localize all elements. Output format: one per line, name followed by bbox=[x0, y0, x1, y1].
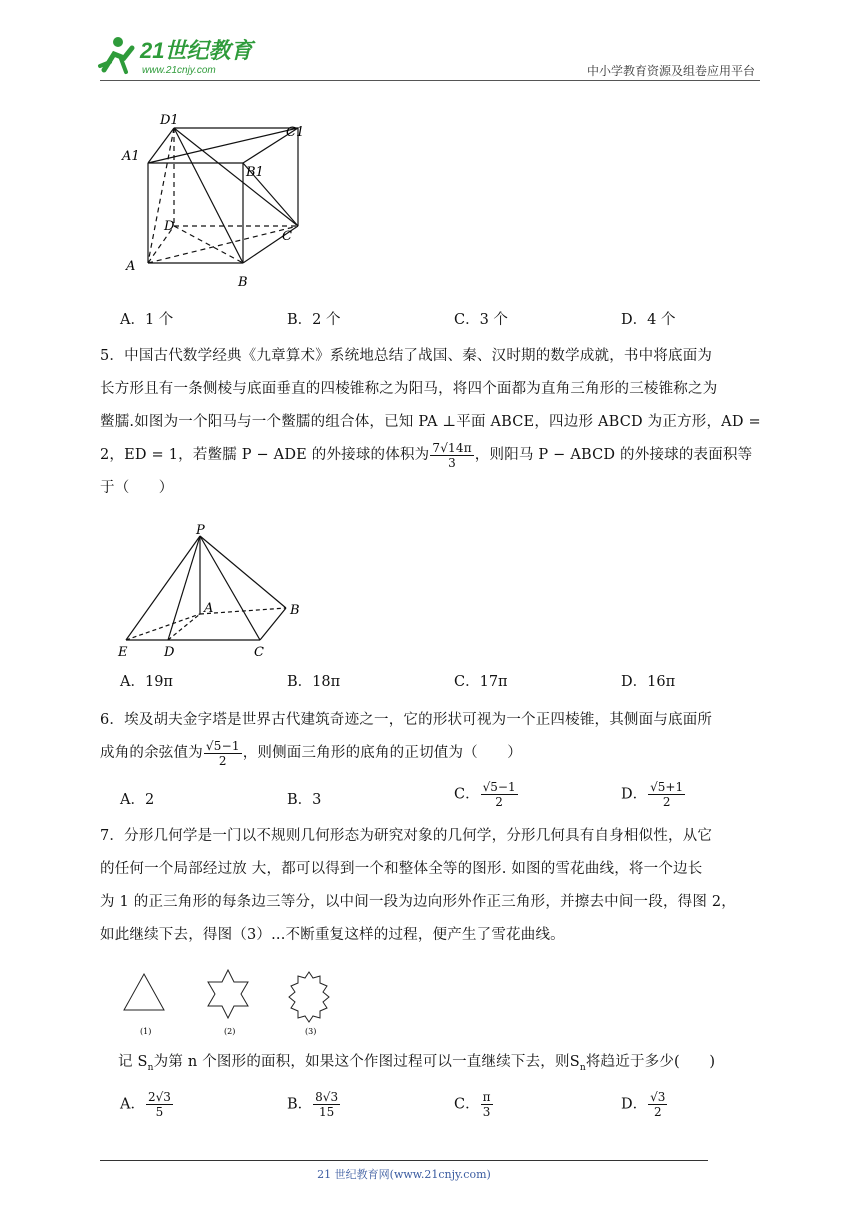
caption-1: (1) bbox=[140, 1027, 152, 1036]
header-divider bbox=[100, 80, 760, 81]
q5-option-b[interactable]: B．18π bbox=[287, 674, 341, 690]
q6-option-a[interactable]: A．2 bbox=[120, 792, 155, 808]
label-a: A bbox=[126, 259, 136, 274]
caption-3: (3) bbox=[305, 1027, 317, 1036]
q6-cos-fraction: $\frac{√5-1}{2}$ bbox=[205, 738, 240, 768]
q4-option-d[interactable]: D．4 个 bbox=[621, 312, 676, 328]
q7-option-d[interactable]: D． $\frac{√3}{2}$ bbox=[621, 1090, 666, 1119]
q5-line3: 鳖臑.如图为一个阳马与一个鳖臑的组合体，已知 PA ⊥平面 ABCE，四边形 ABCD 为正方形，AD = bbox=[100, 414, 761, 430]
snowflake-stage-3 bbox=[289, 972, 329, 1022]
q7-text bbox=[100, 820, 762, 952]
header-logo bbox=[96, 32, 266, 78]
q5-text bbox=[100, 340, 762, 505]
label-d: D bbox=[164, 219, 175, 234]
cube-figure bbox=[118, 108, 308, 290]
q5-option-c[interactable]: C．17π bbox=[454, 674, 508, 690]
q7-line4: 如此继续下去，得图（3）...不断重复这样的过程，便产生了雪花曲线。 bbox=[100, 927, 565, 943]
q5-line2: 长方形且有一条侧棱与底面垂直的四棱锥称之为阳马，将四个面都为直角三角形的三棱锥称之为 bbox=[100, 381, 718, 397]
q6-text bbox=[100, 704, 762, 770]
label-p: P bbox=[196, 523, 205, 538]
snowflake-stage-1 bbox=[124, 974, 164, 1010]
label-d1: D1 bbox=[160, 113, 179, 128]
snowflake-figures bbox=[116, 966, 346, 1038]
q6-option-c[interactable]: C． $\frac{√5-1}{2}$ bbox=[454, 780, 516, 809]
q7-line1: 7．分形几何学是一门以不规则几何形态为研究对象的几何学，分形几何具有自身相似性，从它 bbox=[100, 828, 713, 844]
q5-volume-fraction: $\frac{7√14\pi}{3}$ bbox=[432, 440, 472, 470]
q5-line5: 于（ ） bbox=[100, 480, 174, 496]
label-c1: C1 bbox=[286, 125, 305, 140]
q6-option-b[interactable]: B．3 bbox=[287, 792, 322, 808]
label-c: C bbox=[282, 229, 292, 244]
q6-option-d[interactable]: D． $\frac{√5+1}{2}$ bbox=[621, 780, 684, 809]
q5-option-a[interactable]: A．19π bbox=[120, 674, 173, 690]
runner-logo-icon bbox=[96, 32, 266, 78]
label-b1: B1 bbox=[246, 165, 264, 180]
q7-line3: 为 1 的正三角形的每条边三等分，以中间一段为边向形外作正三角形，并擦去中间一段，得图 2， bbox=[100, 894, 736, 910]
caption-2: (2) bbox=[224, 1027, 236, 1036]
footer-divider bbox=[100, 1160, 708, 1161]
label-b: B bbox=[238, 275, 248, 290]
q7-question: 记 $S_n$为第 n 个图形的面积，如果这个作图过程可以一直继续下去，则$S_n$将趋近于多少( ) bbox=[118, 1054, 716, 1073]
pyramid-figure bbox=[114, 522, 314, 660]
snowflake-stage-2 bbox=[208, 970, 248, 1018]
q4-option-c[interactable]: C．3 个 bbox=[454, 312, 508, 328]
label-c: C bbox=[254, 645, 264, 660]
label-a: A bbox=[204, 601, 214, 616]
q4-option-b[interactable]: B．2 个 bbox=[287, 312, 341, 328]
logo-main-text: 21世纪教育 bbox=[140, 38, 253, 63]
q4-option-a[interactable]: A．1 个 bbox=[120, 312, 174, 328]
q5-line4: 2，ED = 1，若鳖臑 P − ADE 的外接球的体积为 $\frac{7√14\pi}{3}$ ，则阳马 P − ABCD 的外接球的表面积等 bbox=[100, 440, 753, 470]
platform-title: 中小学教育资源及组卷应用平台 bbox=[586, 64, 755, 78]
label-a1: A1 bbox=[122, 149, 140, 164]
q7-option-c[interactable]: C． $\frac{\pi}{3}$ bbox=[454, 1090, 491, 1119]
footer-text[interactable]: 21 世纪教育网(www.21cnjy.com) bbox=[317, 1168, 491, 1181]
q5-line1: 5．中国古代数学经典《九章算术》系统地总结了战国、秦、汉时期的数学成就，书中将底面为 bbox=[100, 348, 713, 364]
q6-line1: 6．埃及胡夫金字塔是世界古代建筑奇迹之一，它的形状可视为一个正四棱锥，其侧面与底面所 bbox=[100, 712, 713, 728]
label-e: E bbox=[118, 645, 128, 660]
q6-line2: 成角的余弦值为 $\frac{√5-1}{2}$ ，则侧面三角形的底角的正切值为（ ） bbox=[100, 738, 522, 768]
q7-option-b[interactable]: B． $\frac{8√3}{15}$ bbox=[287, 1090, 339, 1119]
logo-url-text: www.21cnjy.com bbox=[142, 65, 216, 76]
q7-option-a[interactable]: A． $\frac{2√3}{5}$ bbox=[120, 1090, 171, 1119]
label-b: B bbox=[290, 603, 300, 618]
q5-option-d[interactable]: D．16π bbox=[621, 674, 676, 690]
label-d: D bbox=[164, 645, 175, 660]
q7-line2: 的任何一个局部经过放 大，都可以得到一个和整体全等的图形. 如图的雪花曲线，将一个边长 bbox=[100, 861, 703, 877]
